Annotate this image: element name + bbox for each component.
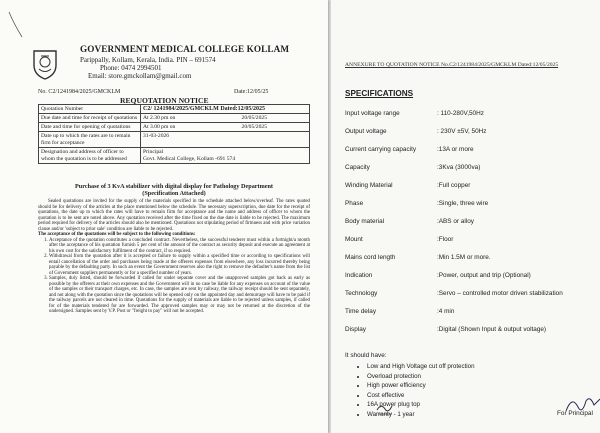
list-item: 2. Withdrawal from the quotation after it is accepted or failure to supply within a specified time or according to specifications will entail cancellation of the order and purchases being made at the offerers expenses from elsewhere, any loss incurred thereby being payable by the defaulting party. In such an event the Government reserves also the right to remove the defaulter's name from the list of Government suppliers permanently or for a specified number of years.: [49, 254, 310, 276]
table-row: [39, 148, 310, 164]
table-cell: [141, 114, 310, 123]
acceptance-heading: The acceptance of the quotations will be subject to the following conditions:: [38, 232, 196, 237]
spec-value: :Single, three wire: [437, 200, 489, 207]
opening-time: At 3.00 pm on: [143, 123, 176, 130]
right-annexure-page: [331, 0, 600, 433]
spec-value: :Servo – controlled motor driven stabilization: [437, 290, 563, 297]
spec-key: Display: [345, 326, 366, 333]
list-item: • Low and High Voltage cut off protection: [367, 362, 475, 372]
spec-value: : 110-280V,50Hz: [437, 110, 484, 117]
quotation-details-table: [38, 104, 310, 164]
table-cell: Designation and address of officer to whom the quotation is to be addressed: [39, 148, 141, 164]
opening-date: 20/05/2025: [241, 123, 267, 130]
spec-key: Body material: [345, 218, 385, 225]
spec-key: Input voltage range: [345, 110, 400, 117]
list-item: • High power efficiency: [367, 381, 475, 391]
purchase-line: Purchase of 3 KvA stabilizer with digital display for Pathology Department: [75, 183, 273, 190]
spec-value: :Digital (Shown Input & output voltage): [437, 326, 547, 333]
table-cell: Date and time for opening of quotations: [39, 123, 141, 132]
list-item: 1. Acceptance of the quotation constitutes a concluded contract. Nevertheless, the successful tenderer must within a fortnight/a month after the acceptance of his quotation furnish 5 per cent of the amount of the contract as security deposit and execute an agreement at his own cost for the satisfactory fulfilment of the contract, if so required.: [49, 238, 310, 255]
table-cell: [141, 123, 310, 132]
spec-value: :Full copper: [437, 182, 471, 189]
spec-key: Mount: [345, 236, 363, 243]
spec-key: Output voltage: [345, 128, 387, 135]
initial-mark-icon: [375, 402, 395, 416]
table-cell: Date up to which the rates are to remain firm for acceptance: [39, 132, 141, 148]
pen-mark-icon: [6, 10, 26, 40]
list-item: • 16A power plug top: [367, 400, 475, 410]
purchase-note: (Specification Attached): [142, 190, 206, 198]
conditions-list: [38, 238, 310, 315]
annexure-reference: ANNEXURE TO QUOTATION NOTICE No.C2/1241984/2025/GMCKLM Dated:12/05/2025: [345, 62, 559, 68]
spec-key: Indication: [345, 272, 373, 279]
table-row: [39, 132, 310, 148]
officer-address: Govt. Medical College, Kollam -691 574: [143, 155, 236, 162]
intro-paragraph: Sealed quotations are invited for the supply of the materials specified in the schedule attached below/overleaf. The rates quoted should be for delivery of the articles at the place mentioned below the schedule. The necessary superscription, due date for the receipt of quotations, the date up to which the rates will have to remain firm for acceptance and the name and address of officer to whom the quotation is to be sent are noted above. Any quotation received after the time fixed on the due date is liable to be rejected. The maximum period required for delivery of the articles should also be mentioned. Quotations not stipulating period of firmness and with price variation clause and/or 'subject to prior sale' condition are liable to be rejected.: [38, 199, 310, 232]
spec-key: Winding Material: [345, 182, 393, 189]
table-cell: Quotation Number: [39, 105, 141, 114]
table-row: [39, 123, 310, 132]
table-row: [39, 114, 310, 123]
list-item: • Warranty - 1 year: [367, 410, 475, 420]
reference-number: No. C2/1241984/2025/GMCKLM: [38, 89, 121, 95]
spec-value: :3Kva (3000va): [437, 164, 481, 171]
spec-key: Mains cord length: [345, 254, 396, 261]
spec-key: Time delay: [345, 308, 377, 315]
spec-value: :ABS or alloy: [437, 218, 474, 225]
spec-value: :Min 1.5M or more.: [437, 254, 491, 261]
spec-key: Current carrying capacity: [345, 146, 417, 153]
college-email: Email: store.gmckollam@gmail.com: [88, 72, 192, 80]
due-time: At 2.30 pm on: [143, 114, 176, 121]
spec-value: :Power, output and trip (Optional): [437, 272, 531, 279]
notice-body: [38, 199, 310, 315]
spec-value: : 230V ±5V, 50Hz: [437, 128, 487, 135]
spec-key: Capacity: [345, 164, 370, 171]
should-have-label: It should have:: [345, 352, 387, 359]
spec-key: Phase: [345, 200, 364, 207]
college-address: Parippally, Kollam, Kerala, India. PIN – 691574: [80, 56, 216, 64]
due-date: 20/05/2025: [241, 114, 267, 121]
spec-value: :Floor: [437, 236, 454, 243]
spec-key: Technology: [345, 290, 378, 297]
notice-date: Date:12/05/25: [234, 89, 269, 95]
officer-designation: Principal: [143, 148, 164, 155]
quotation-number: C2/ 1241984/2025/GMCKLM Dated:12/05/2025: [141, 105, 310, 114]
table-cell: [141, 148, 310, 164]
specifications-heading: SPECIFICATIONS: [345, 89, 414, 98]
reference-line: [38, 89, 308, 95]
firm-until-date: 31-03-2026: [141, 132, 310, 148]
list-item: • Overload protection: [367, 372, 475, 382]
features-list: [345, 362, 475, 420]
list-item: 3. Samples, duly listed, should be forwarded if called for under separate cover and the unapproved samples got back as early as possible by the offerers at their own expenses and the Government will in no case be liable for any expenses on account of the value of the samples or their transport charges, etc. In case, the samples are sent by railway, the railway receipt should be sent separately, and not along with the quotation since the quotations will be opened only on the appointed day and demurrage will have to be paid if the railway parcels are not cleared in time. Quotations for the supply of materials are liable to be rejected unless samples, if called for of the materials tendered for are forwarded. The approved samples may or may not be returned at the discretion of the undersigned. Samples sent by V.P. Post or "freight to pay" will not be accepted.: [49, 276, 310, 315]
kerala-emblem-icon: [30, 47, 60, 81]
spec-value: :13A or more: [437, 146, 474, 153]
table-row: [39, 105, 310, 114]
purchase-title: [38, 183, 310, 197]
list-item: • Cost effective: [367, 391, 475, 401]
table-cell: Due date and time for receipt of quotations: [39, 114, 141, 123]
notice-title: REQUOTATION NOTICE: [120, 96, 209, 105]
college-name: GOVERNMENT MEDICAL COLLEGE KOLLAM: [80, 44, 290, 54]
spec-value: :4 min: [437, 308, 455, 315]
for-principal-label: For Principal: [557, 410, 593, 417]
college-phone: Phone: 0474 2994501: [100, 64, 162, 72]
